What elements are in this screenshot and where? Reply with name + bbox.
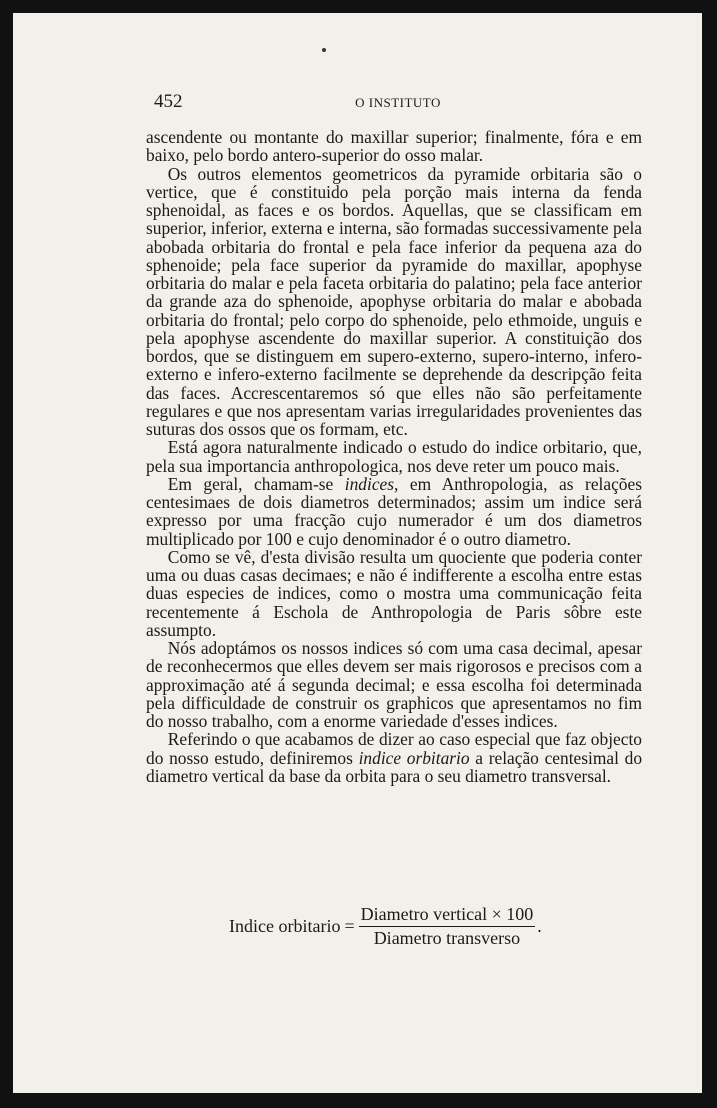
paragraph-7-rest: a relação centesimal do diametro vertical da base da orbita para o seu diametro transversal. [146,747,643,786]
paragraph-4-rest: em Anthropologia, as relações centesimaes de dois diametros determinados; assim um indice será expresso por uma fracção cujo numerador é um dos diametros multiplicado por 100 e cujo denominador é o outro diametro. [146,473,642,549]
body-text [146,128,642,785]
ink-dot [322,48,326,52]
paragraph-1: ascendente ou montante do maxillar superior; finalmente, fóra e em baixo, pelo bordo antero-superior do osso malar. [146,127,642,166]
paragraph-4-start: Em geral, chamam-se [167,473,345,494]
paragraph-4 [146,475,642,548]
term-indice-orbitario: indice orbitario [358,747,470,768]
term-indices: indices, [344,473,399,494]
paragraph-7-start: Referindo o que acabamos de dizer ao caso especial que faz objecto do nosso estudo, definiremos [146,729,642,768]
page-header [154,91,642,117]
paragraph-6: Nós adoptámos os nossos indices só com uma casa decimal, apesar de reconhecermos que elles devem ser mais rigorosos e precisos com a approximação até á segunda decimal; e essa escolha foi determinada pela difficuldade de construir os graphicos que apresentamos no fim do nosso trabalho, com a enorme variedade d'esses indices. [146,638,642,731]
paragraph-2: Os outros elementos geometricos da pyramide orbitaria são o vertice, que é constituido pela porção mais interna da fenda sphenoidal, as faces e os bordos. Aquellas, que se classificam em superior, inferior, externa e interna, são formadas successivamente pela abobada orbitaria do frontal e pela face inferior da pequena aza do sphenoide; pela face superior da pyramide do maxillar, apophyse orbitaria do malar e pela faceta orbitaria do palatino; pela face anterior da grande aza do sphenoide, apophyse orbitaria do malar e abobada orbitaria do frontal; pelo corpo do sphenoide, pelo ethmoide, unguis e pela apophyse ascendente do maxillar superior. A constituição dos bordos, que se distinguem em supero-externo, supero-interno, infero-externo e infero-externo facilmente se deprehende da descripção feita das faces. Accrescentaremos só que elles não são perfeitamente regulares e que nos apresentam varias irregularidades provenientes das suturas dos ossos que os formam, etc. [146,163,642,439]
formula-denominator: Diametro transverso [373,927,521,948]
orbital-index-formula [229,904,542,948]
formula-equals: = [344,915,355,936]
formula-terminator: . [537,915,542,936]
formula-lhs: Indice orbitario [229,915,341,936]
formula-numerator: Diametro vertical × 100 [359,904,536,927]
paragraph-5: Como se vê, d'esta divisão resulta um quociente que poderia conter uma ou duas casas decimaes; e não é indifferente a escolha entre estas duas especies de indices, como o mostra uma communicação feita recentemente á Eschola de Anthropologia de Paris sôbre este assumpto. [146,546,642,640]
formula-fraction [359,904,536,949]
running-head: O INSTITUTO [355,95,441,110]
paragraph-3: Está agora naturalmente indicado o estudo do indice orbitario, que, pela sua importancia anthropologica, nos deve reter um pouco mais. [146,437,642,476]
paragraph-7 [146,730,642,785]
book-page [13,13,702,1093]
page-number: 452 [154,91,183,112]
